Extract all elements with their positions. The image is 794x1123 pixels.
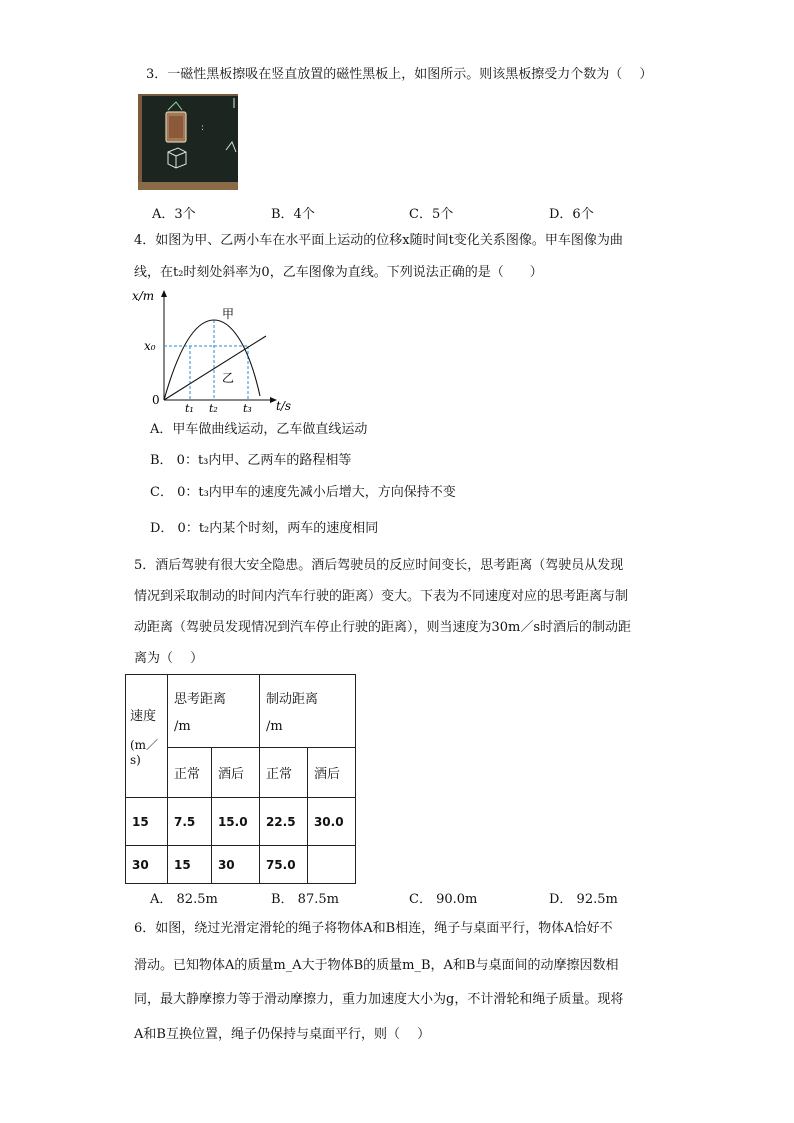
table-cell: 15.0 xyxy=(211,798,259,846)
curve-jia-label: 甲 xyxy=(222,307,235,321)
t1-label: t₁ xyxy=(185,402,194,415)
q3-option-b[interactable]: B．4个 xyxy=(271,207,315,222)
table-row xyxy=(126,798,356,846)
q3-option-a[interactable]: A．3个 xyxy=(152,207,196,222)
speed-header-line1: 速度 xyxy=(130,709,157,724)
q6-stem-line4: A和B互换位置，绳子仍保持与桌面平行，则（ ） xyxy=(134,1027,431,1042)
brake-normal-header: 正常 xyxy=(259,748,307,798)
table-cell: 30.0 xyxy=(307,798,355,846)
q4-option-c[interactable]: C． 0：t₃内甲车的速度先减小后增大，方向保持不变 xyxy=(150,485,456,500)
q4-stem-line2: 线，在t₂时刻处斜率为0，乙车图像为直线。下列说法正确的是（ ） xyxy=(134,265,543,280)
table-cell: 15 xyxy=(126,798,168,846)
t2-label: t₂ xyxy=(209,402,218,415)
think-drunk-header: 酒后 xyxy=(211,748,259,798)
q5-stem-line4: 离为（ ） xyxy=(134,651,204,666)
table-cell: 22.5 xyxy=(259,798,307,846)
think-normal-header: 正常 xyxy=(168,748,212,798)
t3-label: t₃ xyxy=(243,402,252,415)
brake-header-line2: /m xyxy=(265,719,283,734)
table-cell: 30 xyxy=(211,846,259,884)
distance-table xyxy=(125,674,356,884)
blackboard-figure xyxy=(138,94,238,190)
q5-stem-line3: 动距离（驾驶员发现情况到汽车停止行驶的距离），则当速度为30m／s时酒后的制动距 xyxy=(134,620,632,635)
curve-jia xyxy=(164,320,260,400)
brake-header-line1: 制动距离 xyxy=(265,692,318,707)
q3-option-d[interactable]: D．6个 xyxy=(549,207,594,222)
xt-graph xyxy=(130,286,300,416)
q3-option-c[interactable]: C．5个 xyxy=(409,207,454,222)
think-header-line2: /m xyxy=(174,719,191,734)
q5-option-c[interactable]: C． 90.0m xyxy=(409,892,478,907)
q3-stem: 3．一磁性黑板擦吸在竖直放置的磁性黑板上，如图所示。则该黑板擦受力个数为（ ） xyxy=(146,67,653,82)
think-header-line1: 思考距离 xyxy=(174,692,227,707)
q4-option-a[interactable]: A．甲车做曲线运动，乙车做直线运动 xyxy=(150,422,368,437)
speed-header xyxy=(126,675,168,798)
y-axis-arrow xyxy=(161,290,167,297)
line-yi-label: 乙 xyxy=(222,371,235,385)
table-cell xyxy=(307,846,355,884)
q5-stem-line1: 5．酒后驾驶有很大安全隐患。酒后驾驶员的反应时间变长，思考距离（驾驶员从发现 xyxy=(134,558,624,573)
table-cell: 30 xyxy=(126,846,168,884)
table-row xyxy=(126,846,356,884)
table-cell: 7.5 xyxy=(168,798,212,846)
q4-option-b[interactable]: B． 0：t₃内甲、乙两车的路程相等 xyxy=(150,453,352,468)
x0-label: x₀ xyxy=(144,339,156,353)
q4-stem-line1: 4．如图为甲、乙两小车在水平面上运动的位移x随时间t变化关系图像。甲车图像为曲 xyxy=(134,233,623,248)
q5-stem-line2: 情况到采取制动的时间内汽车行驶的距离）变大。下表为不同速度对应的思考距离与制 xyxy=(134,589,629,604)
svg-text::: : xyxy=(201,123,205,133)
speed-header-line2: (m／s) xyxy=(130,738,159,767)
brake-drunk-header: 酒后 xyxy=(307,748,355,798)
q4-option-d[interactable]: D． 0：t₂内某个时刻，两车的速度相同 xyxy=(150,521,379,536)
origin-label: 0 xyxy=(152,393,160,407)
q6-stem-line1: 6．如图，绕过光滑定滑轮的绳子将物体A和B相连，绳子与桌面平行，物体A恰好不 xyxy=(134,921,613,936)
x-axis-label: t/s xyxy=(276,399,292,413)
brake-distance-header xyxy=(259,675,355,748)
q5-option-b[interactable]: B． 87.5m xyxy=(271,892,339,907)
think-distance-header xyxy=(168,675,260,748)
q6-stem-line3: 同，最大静摩擦力等于滑动摩擦力，重力加速度大小为g，不计滑轮和绳子质量。现将 xyxy=(134,992,624,1007)
q6-stem-line2: 滑动。已知物体A的质量m_A大于物体B的质量m_B，A和B与桌面间的动摩擦因数相 xyxy=(134,958,619,973)
table-cell: 15 xyxy=(168,846,212,884)
q5-option-d[interactable]: D． 92.5m xyxy=(549,892,618,907)
q5-option-a[interactable]: A． 82.5m xyxy=(150,892,218,907)
y-axis-label: x/m xyxy=(132,289,155,303)
table-cell: 75.0 xyxy=(259,846,307,884)
